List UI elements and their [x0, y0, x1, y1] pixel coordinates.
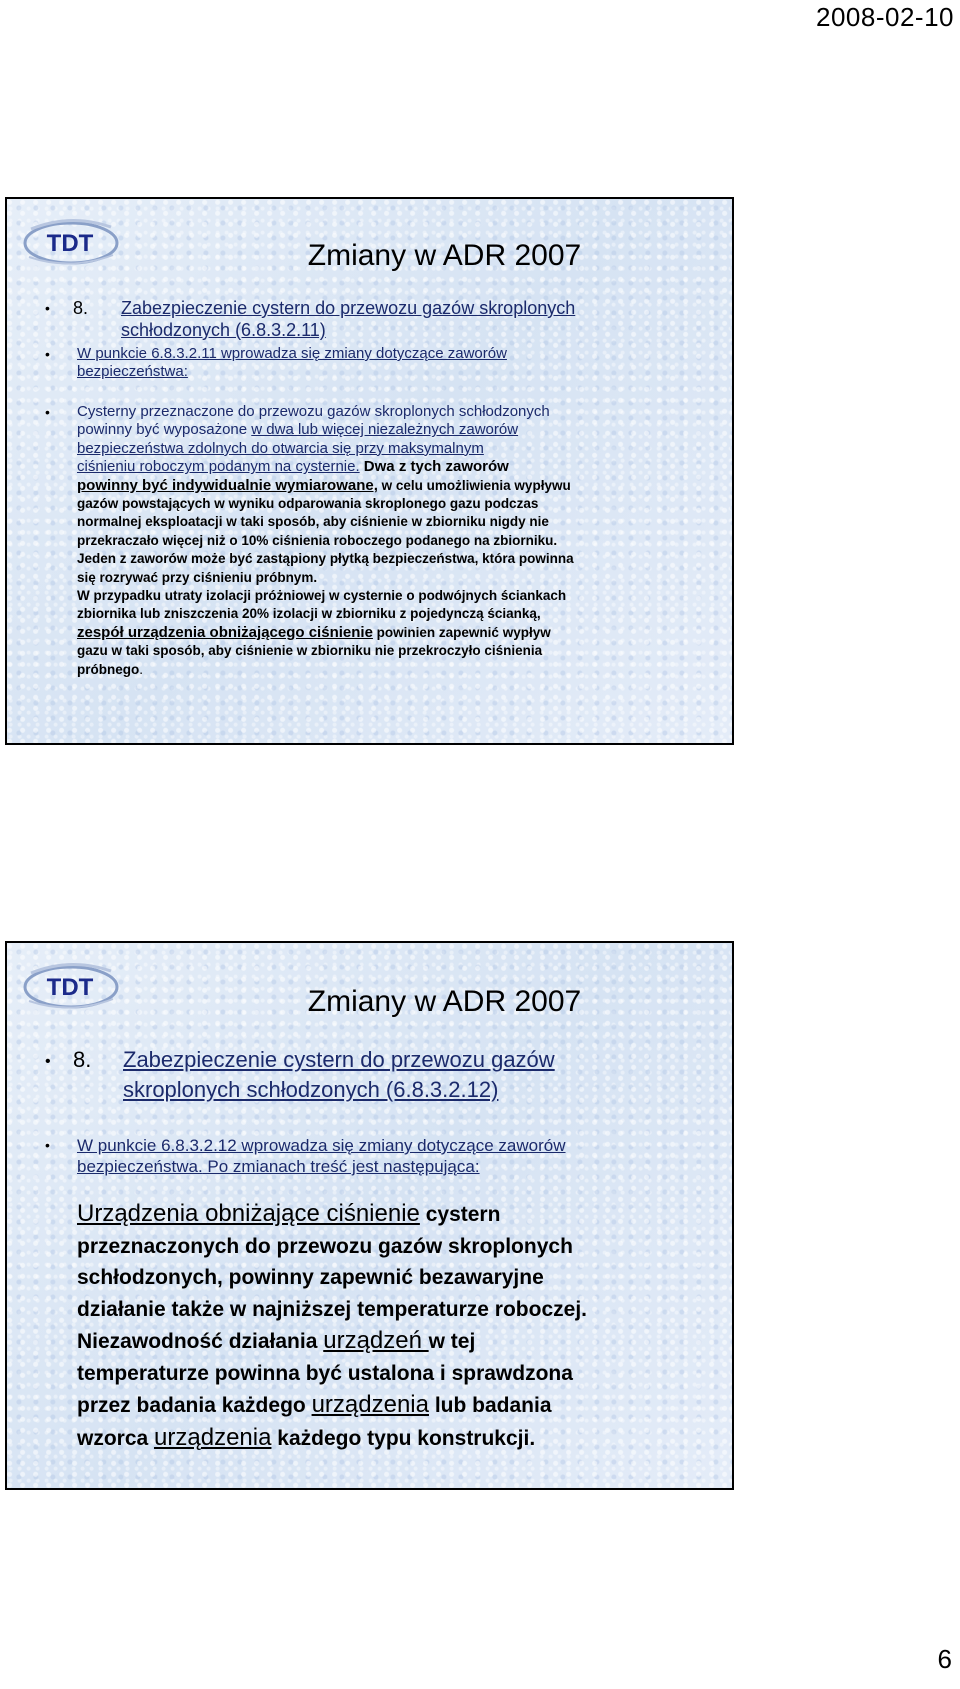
- body-emphasis: w dwa lub więcej niezależnych zaworów: [251, 421, 519, 439]
- body-emphasis: ciśnieniu roboczym podanym na cysternie.: [77, 458, 360, 476]
- bullet-icon: •: [45, 404, 50, 420]
- body-line: Niezawodność działania: [77, 1330, 324, 1353]
- page-number: 6: [937, 1644, 952, 1674]
- intro-line-1: W punkcie 6.8.3.2.11 wprowadza się zmiany dotyczące zaworów: [77, 345, 507, 362]
- body-emphasis: urządzenia: [311, 1391, 429, 1418]
- logo-text: TDT: [46, 230, 94, 257]
- body-line: W przypadku utraty izolacji próżniowej w cysternie o podwójnych ściankach: [77, 588, 567, 604]
- body-line: lub badania: [428, 1394, 552, 1417]
- body-line: próbnego: [77, 661, 140, 677]
- body-line: każdego typu konstrukcji.: [271, 1426, 536, 1450]
- intro-line-2-cont: Po zmianach treść jest następująca:: [202, 1157, 480, 1176]
- bullet-icon: •: [45, 1053, 51, 1070]
- body-line: temperaturze powinna być ustalona i sprawdzona: [77, 1361, 573, 1385]
- bullet-icon: •: [45, 1137, 50, 1153]
- body-line: zbiornika lub zniszczenia 20% izolacji w zbiorniku z pojedynczą ścianką,: [77, 606, 541, 622]
- body-line: przekraczało więcej niż o 10% ciśnienia roboczego podanego na zbiorniku.: [77, 532, 558, 548]
- slide-1: [5, 197, 734, 745]
- body-line: schłodzonych, powinny zapewnić bezawaryjne: [77, 1266, 544, 1289]
- heading-line-2: skroplonych schłodzonych (6.8.3.2.12): [123, 1077, 499, 1102]
- body-line: cystern: [419, 1203, 501, 1226]
- body-text: [77, 403, 692, 679]
- body-line: powinien zapewnić wypływ: [372, 624, 551, 640]
- body-line: w tej: [428, 1330, 476, 1353]
- body-line: Cysterny przeznaczone do przewozu gazów skroplonych schłodzonych: [77, 403, 550, 420]
- intro-line-1: W punkcie 6.8.3.2.12 wprowadza się zmiany dotyczące zaworów: [77, 1136, 566, 1155]
- body-emphasis: powinny być indywidualnie wymiarowane,: [77, 476, 378, 494]
- intro-line-2: bezpieczeństwa:: [77, 363, 188, 380]
- body-line: gazów powstających w wyniku odparowania skroplonego gazu podczas: [77, 496, 539, 512]
- body-line: działanie także w najniższej temperaturze roboczej.: [77, 1297, 587, 1321]
- section-heading: [73, 1045, 692, 1105]
- intro-line-2: bezpieczeństwa.: [77, 1157, 203, 1176]
- body-emphasis: urządzenia: [154, 1423, 272, 1451]
- body-emphasis: zespół urządzenia obniżającego ciśnienie: [77, 623, 373, 641]
- intro-text: [77, 1135, 692, 1177]
- body-line: przez badania każdego: [77, 1394, 312, 1417]
- heading-number: 8.: [73, 298, 89, 318]
- body-line: w celu umożliwienia wypływu: [377, 477, 571, 493]
- heading-line-2: schłodzonych (6.8.3.2.11): [121, 320, 326, 340]
- slide-2: [5, 941, 734, 1490]
- body-line: wzorca: [77, 1426, 155, 1450]
- heading-line-1: Zabezpieczenie cystern do przewozu gazów skroplonych: [121, 298, 576, 318]
- slide-title: Zmiany w ADR 2007: [307, 985, 582, 1018]
- body-line: .: [139, 661, 144, 677]
- body-line: się rozrywać przy ciśnieniu próbnym.: [77, 569, 318, 585]
- bullet-icon: •: [45, 346, 50, 362]
- body-line: normalnej eksploatacji w taki sposób, aby ciśnienie w zbiorniku nigdy nie: [77, 514, 549, 530]
- intro-text: [77, 345, 692, 381]
- body-line: powinny być wyposażone: [77, 421, 252, 439]
- body-emphasis: bezpieczeństwa zdolnych do otwarcia się przy maksymalnym: [77, 439, 484, 457]
- logo-text: TDT: [46, 974, 94, 1001]
- section-heading: [73, 297, 692, 341]
- body-line: Dwa z tych zaworów: [359, 458, 509, 476]
- bullet-icon: •: [45, 300, 50, 316]
- body-line: gazu w taki sposób, aby ciśnienie w zbiorniku nie przekroczyło ciśnienia: [77, 643, 543, 659]
- body-text: [77, 1198, 692, 1454]
- slide-title: Zmiany w ADR 2007: [307, 239, 582, 272]
- page-date: 2008-02-10: [816, 2, 954, 32]
- body-line: Jeden z zaworów może być zastąpiony płytką bezpieczeństwa, która powinna: [77, 551, 574, 567]
- heading-number: 8.: [73, 1047, 92, 1072]
- body-line: przeznaczonych do przewozu gazów skroplonych: [77, 1234, 573, 1258]
- heading-line-1: Zabezpieczenie cystern do przewozu gazów: [123, 1047, 555, 1072]
- body-emphasis: urządzeń: [323, 1327, 429, 1354]
- body-emphasis: Urządzenia obniżające ciśnienie: [77, 1200, 420, 1227]
